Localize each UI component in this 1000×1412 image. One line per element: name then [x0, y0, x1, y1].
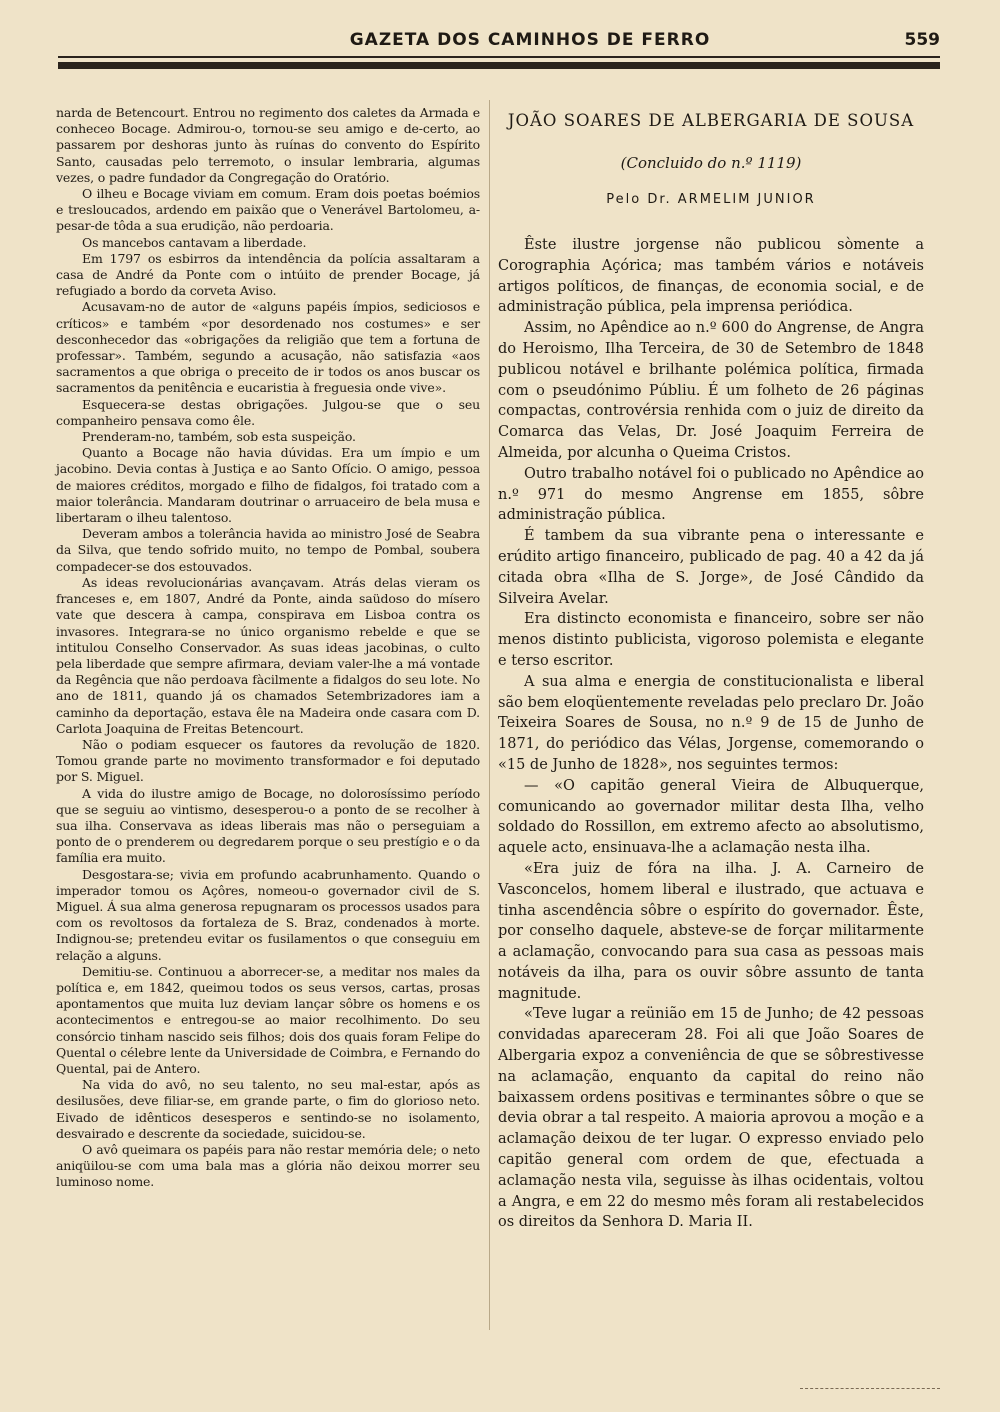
- paragraph: Era distincto economista e financeiro, sobre ser não menos distinto publicista, vigoroso polemista e elegante e terso escritor.: [498, 611, 924, 669]
- article-title: JOÃO SOARES DE ALBERGARIA DE SOUSA: [507, 111, 915, 130]
- paragraph: Quanto a Bocage não havia dúvidas. Era um ímpio e um jacobino. Devia contas à Justiça e ao Santo Ofício. O amigo, pessoa de maiores créditos, morgado e filho de fidalgos, foi tratado com a maior tolerância. Mandaram doutrinar o arruaceiro de bela musa e libertaram o ilheu talentoso.: [56, 445, 480, 526]
- paragraph: Demitiu-se. Continuou a aborrecer-se, a meditar nos males da política e, em 1842, queimou todos os seus versos, cartas, prosas apontamentos que muita luz deviam lançar sôbre os homens e os acontecimentos e entregou-se ao maior recolhimento. Do seu consórcio tinham nascido seis filhos; dois dos quais foram Felipe do Quental o célebre lente da Universidade de Coimbra, e Fernando do Quental, pai de Antero.: [56, 963, 480, 1076]
- paragraph: «Teve lugar a reünião em 15 de Junho; de 42 pessoas convidadas apareceram 28. Foi ali que João Soares de Albergaria expoz a conveniência de que se sôbrestivesse na aclamação, enquanto da capital do reino não baixassem ordens positivas e terminantes sôbre o que se devia obrar a tal respeito. A maioria aprovou a moção e a aclamação deixou de ter lugar. O expresso enviado pelo capitão general com ordem de que, efectuada a aclamação nesta vila, seguisse às ilhas ocidentais, voltou a Angra, e em 22 do mesmo mês foram ali restabelecidos os direitos da Senhora D. Maria II.: [498, 1006, 924, 1231]
- page-header: [60, 30, 940, 52]
- paragraph: — «O capitão general Vieira de Albuquerque, comunicando ao governador militar desta Ilha, velho soldado do Rossillon, em extremo afecto ao absolutismo, aquele acto, ensinuava-lhe a aclamação nesta ilha.: [498, 777, 924, 857]
- article-author: Pelo Dr. ARMELIM JUNIOR: [606, 192, 816, 207]
- paragraph: narda de Betencourt. Entrou no regimento dos caletes da Armada e conheceo Bocage. Admirou-o, tornou-se seu amigo e de-certo, ao passarem por deshoras junto às ruínas do convento do Espírito Santo, causadas pelo terremoto, o insular lembraria, algumas vezes, o padre fundador da Congregação do Oratório.: [56, 105, 480, 185]
- paragraph: Na vida do avô, no seu talento, no seu mal-estar, após as desilusões, deve filiar-se, em grande parte, o fim do glorioso neto. Eivado de idênticos desesperos e sentindo-se no isolamento, desvairado e descrente da sociedade, suicidou-se.: [56, 1077, 480, 1141]
- paragraph: Prenderam-no, também, sob esta suspeição.: [82, 429, 356, 445]
- page-number: 559: [904, 30, 940, 50]
- right-column: [498, 110, 924, 1233]
- paragraph: A sua alma e energia de constitucionalista e liberal são bem eloqüentemente reveladas pelo preclaro Dr. João Teixeira Soares de Sousa, no n.º 9 de 15 de Junho de 1871, do periódico das Vélas, Jorgense, comemorando o «15 de Junho de 1828», nos seguintes termos:: [498, 673, 924, 773]
- paragraph: Em 1797 os esbirros da intendência da polícia assaltaram a casa de André da Ponte com o intúito de prender Bocage, já refugiado a bordo da corveta Aviso.: [56, 250, 480, 299]
- paragraph: Acusavam-no de autor de «alguns papéis ímpios, sediciosos e críticos» e também «por desordenado nos costumes» e ser desconhecedor das «obrigações da religião que tem a fortuna de professar». Também, segundo a acusação, não satisfazia «aos sacramentos a que obriga o preceito de ir todos os anos buscar os sacramentos da penitência e eucaristia à freguesia onde vive».: [56, 299, 480, 396]
- paragraph: Outro trabalho notável foi o publicado no Apêndice ao n.º 971 do mesmo Angrense em 1855, sôbre administração pública.: [498, 465, 924, 524]
- header-rule-thick: [58, 62, 940, 69]
- footer-rule: [800, 1388, 940, 1390]
- paragraph: As ideas revolucionárias avançavam. Atrás delas vieram os franceses e, em 1807, André da Ponte, ainda saüdoso do mísero vate que descera à campa, conspirava em Lisboa contra os invasores. Integrara-se no único organismo rebelde e que se intitulou Conselho Conservador. As suas ideas jacobinas, o culto pela liberdade que sempre afirmara, deviam valer-lhe a má vontade da Regência que não perdoava fàcilmente a fidalgos do seu lote. No ano de 1811, quando já os chamados Setembrizadores iam a caminho da deportação, estava êle na Madeira onde casara com D. Carlota Joaquina de Freitas Betencourt.: [56, 574, 480, 736]
- column-divider: [489, 100, 490, 1330]
- publication-title: GAZETA DOS CAMINHOS DE FERRO: [349, 30, 711, 50]
- paragraph: Deveram ambos a tolerância havida ao ministro José de Seabra da Silva, que tendo sofrido muito, no tempo de Pombal, soubera compadecer-se dos estouvados.: [56, 526, 480, 574]
- left-column: [56, 105, 480, 1191]
- paragraph: O avô queimara os papéis para não restar memória dele; o neto aniqüilou-se com uma bala mas a glória não deixou morrer seu luminoso nome.: [56, 1142, 480, 1190]
- paragraph: É tambem da sua vibrante pena o interessante e erúdito artigo financeiro, publicado de pag. 40 a 42 da já citada obra «Ilha de S. Jorge», de José Cândido da Silveira Avelar.: [498, 528, 924, 607]
- paragraph: O ilheu e Bocage viviam em comum. Eram dois poetas boémios e tresloucados, ardendo em paixão que o Venerável Bartolomeu, a-pesar-de tôda a sua erudição, não perdoaria.: [56, 186, 480, 234]
- paragraph: Os mancebos cantavam a liberdade.: [82, 234, 307, 250]
- paragraph: Êste ilustre jorgense não publicou sòmente a Corographia Açórica; mas também vários e notáveis artigos políticos, de finanças, de economia social, e de administração pública, pela imprensa periódica.: [498, 237, 924, 316]
- paragraph: «Era juiz de fóra na ilha. J. A. Carneiro de Vasconcelos, homem liberal e ilustrado, que actuava e tinha ascendência sôbre o espírito do governador. Êste, por conselho daquele, absteve-se de forçar militarmente a aclamação, convocando para sua casa as pessoas mais notáveis da ilha, para os ouvir sôbre assunto de tanta magnitude.: [498, 860, 924, 1002]
- article-body: [498, 235, 924, 1233]
- header-rule-thin: [58, 56, 940, 58]
- paragraph: A vida do ilustre amigo de Bocage, no dolorosíssimo período que se seguiu ao vintismo, desesperou-o a ponto de se recolher à sua ilha. Conservava as ideas liberais mas não o perseguiam a ponto de o prenderem ou degredarem porque o seu prestígio e o da família era muito.: [56, 785, 480, 866]
- paragraph: Esquecera-se destas obrigações. Julgou-se que o seu companheiro pensava como êle.: [56, 396, 480, 428]
- paragraph: Desgostara-se; vivia em profundo acabrunhamento. Quando o imperador tomou os Açôres, nomeou-o governador civil de S. Miguel. Á sua alma generosa repugnaram os processos usados para com os revoltosos da fortaleza de S. Braz, condenados à morte. Indignou-se; pretendeu evitar os fusilamentos o que conseguiu em relação a alguns.: [56, 866, 480, 963]
- paragraph: Não o podiam esquecer os fautores da revolução de 1820. Tomou grande parte no movimento transformador e foi deputado por S. Miguel.: [56, 736, 480, 785]
- paragraph: Assim, no Apêndice ao n.º 600 do Angrense, de Angra do Heroismo, Ilha Terceira, de 30 de Setembro de 1848 publicou notável e brilhante polémica política, firmada com o pseudónimo Públiu. É um folheto de 26 páginas compactas, controvérsia renhida com o juiz de direito da Comarca das Velas, Dr. José Joaquim Ferreira de Almeida, por alcunha o Queima Cristos.: [498, 320, 924, 461]
- article-subtitle: (Concluido do n.º 1119): [620, 154, 802, 172]
